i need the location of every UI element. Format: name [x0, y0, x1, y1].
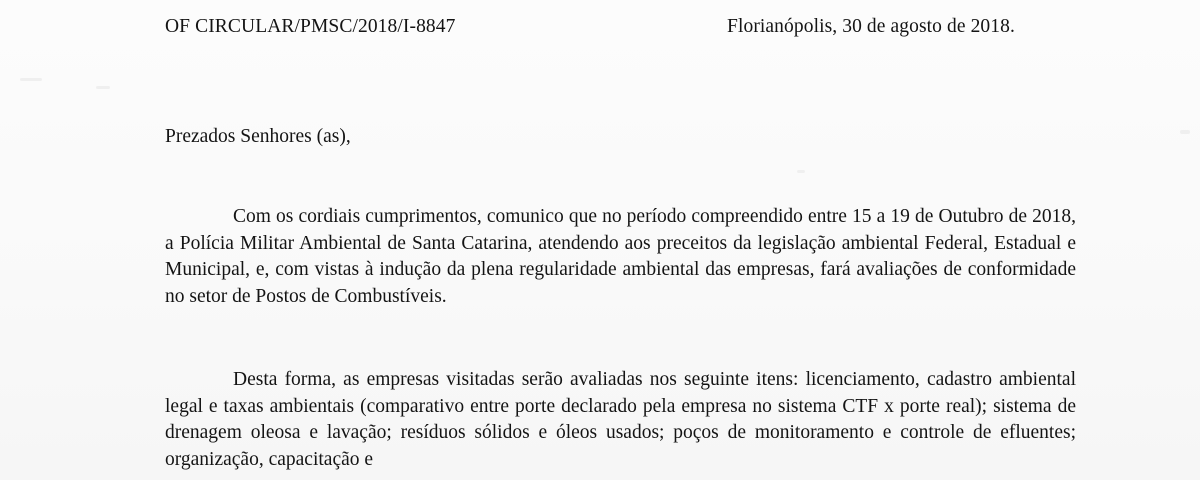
paragraph-text: Desta forma, as empresas visitadas serão avaliadas nos seguinte itens: licenciamento, cadastro ambiental legal e taxas ambientais (comparativo entre porte declarado pela empresa no sistema CTF x porte real); sistema de drenagem oleosa e lavação; resíduos sólidos e óleos usados; poços de monitoramento e controle de efluentes; organização, capacitação e	[165, 369, 1076, 470]
scan-artifact	[96, 86, 110, 89]
letter-salutation: Prezados Senhores (as),	[165, 126, 351, 147]
scan-artifact	[20, 78, 42, 81]
document-reference-number: OF CIRCULAR/PMSC/2018/I-8847	[165, 16, 456, 37]
scan-artifact	[797, 170, 805, 173]
body-paragraph	[165, 367, 1076, 473]
body-paragraph	[165, 204, 1076, 310]
paragraph-text: Com os cordiais cumprimentos, comunico que no período compreendido entre 15 a 19 de Outubro de 2018, a Polícia Militar Ambiental de Santa Catarina, atendendo aos preceitos da legislação ambiental Federal, Estadual e Municipal, e, com vistas à indução da plena regularidade ambiental das empresas, fará avaliações de conformidade no setor de Postos de Combustíveis.	[165, 206, 1076, 307]
document-date-line: Florianópolis, 30 de agosto de 2018.	[727, 16, 1015, 37]
scan-artifact	[1180, 130, 1190, 134]
